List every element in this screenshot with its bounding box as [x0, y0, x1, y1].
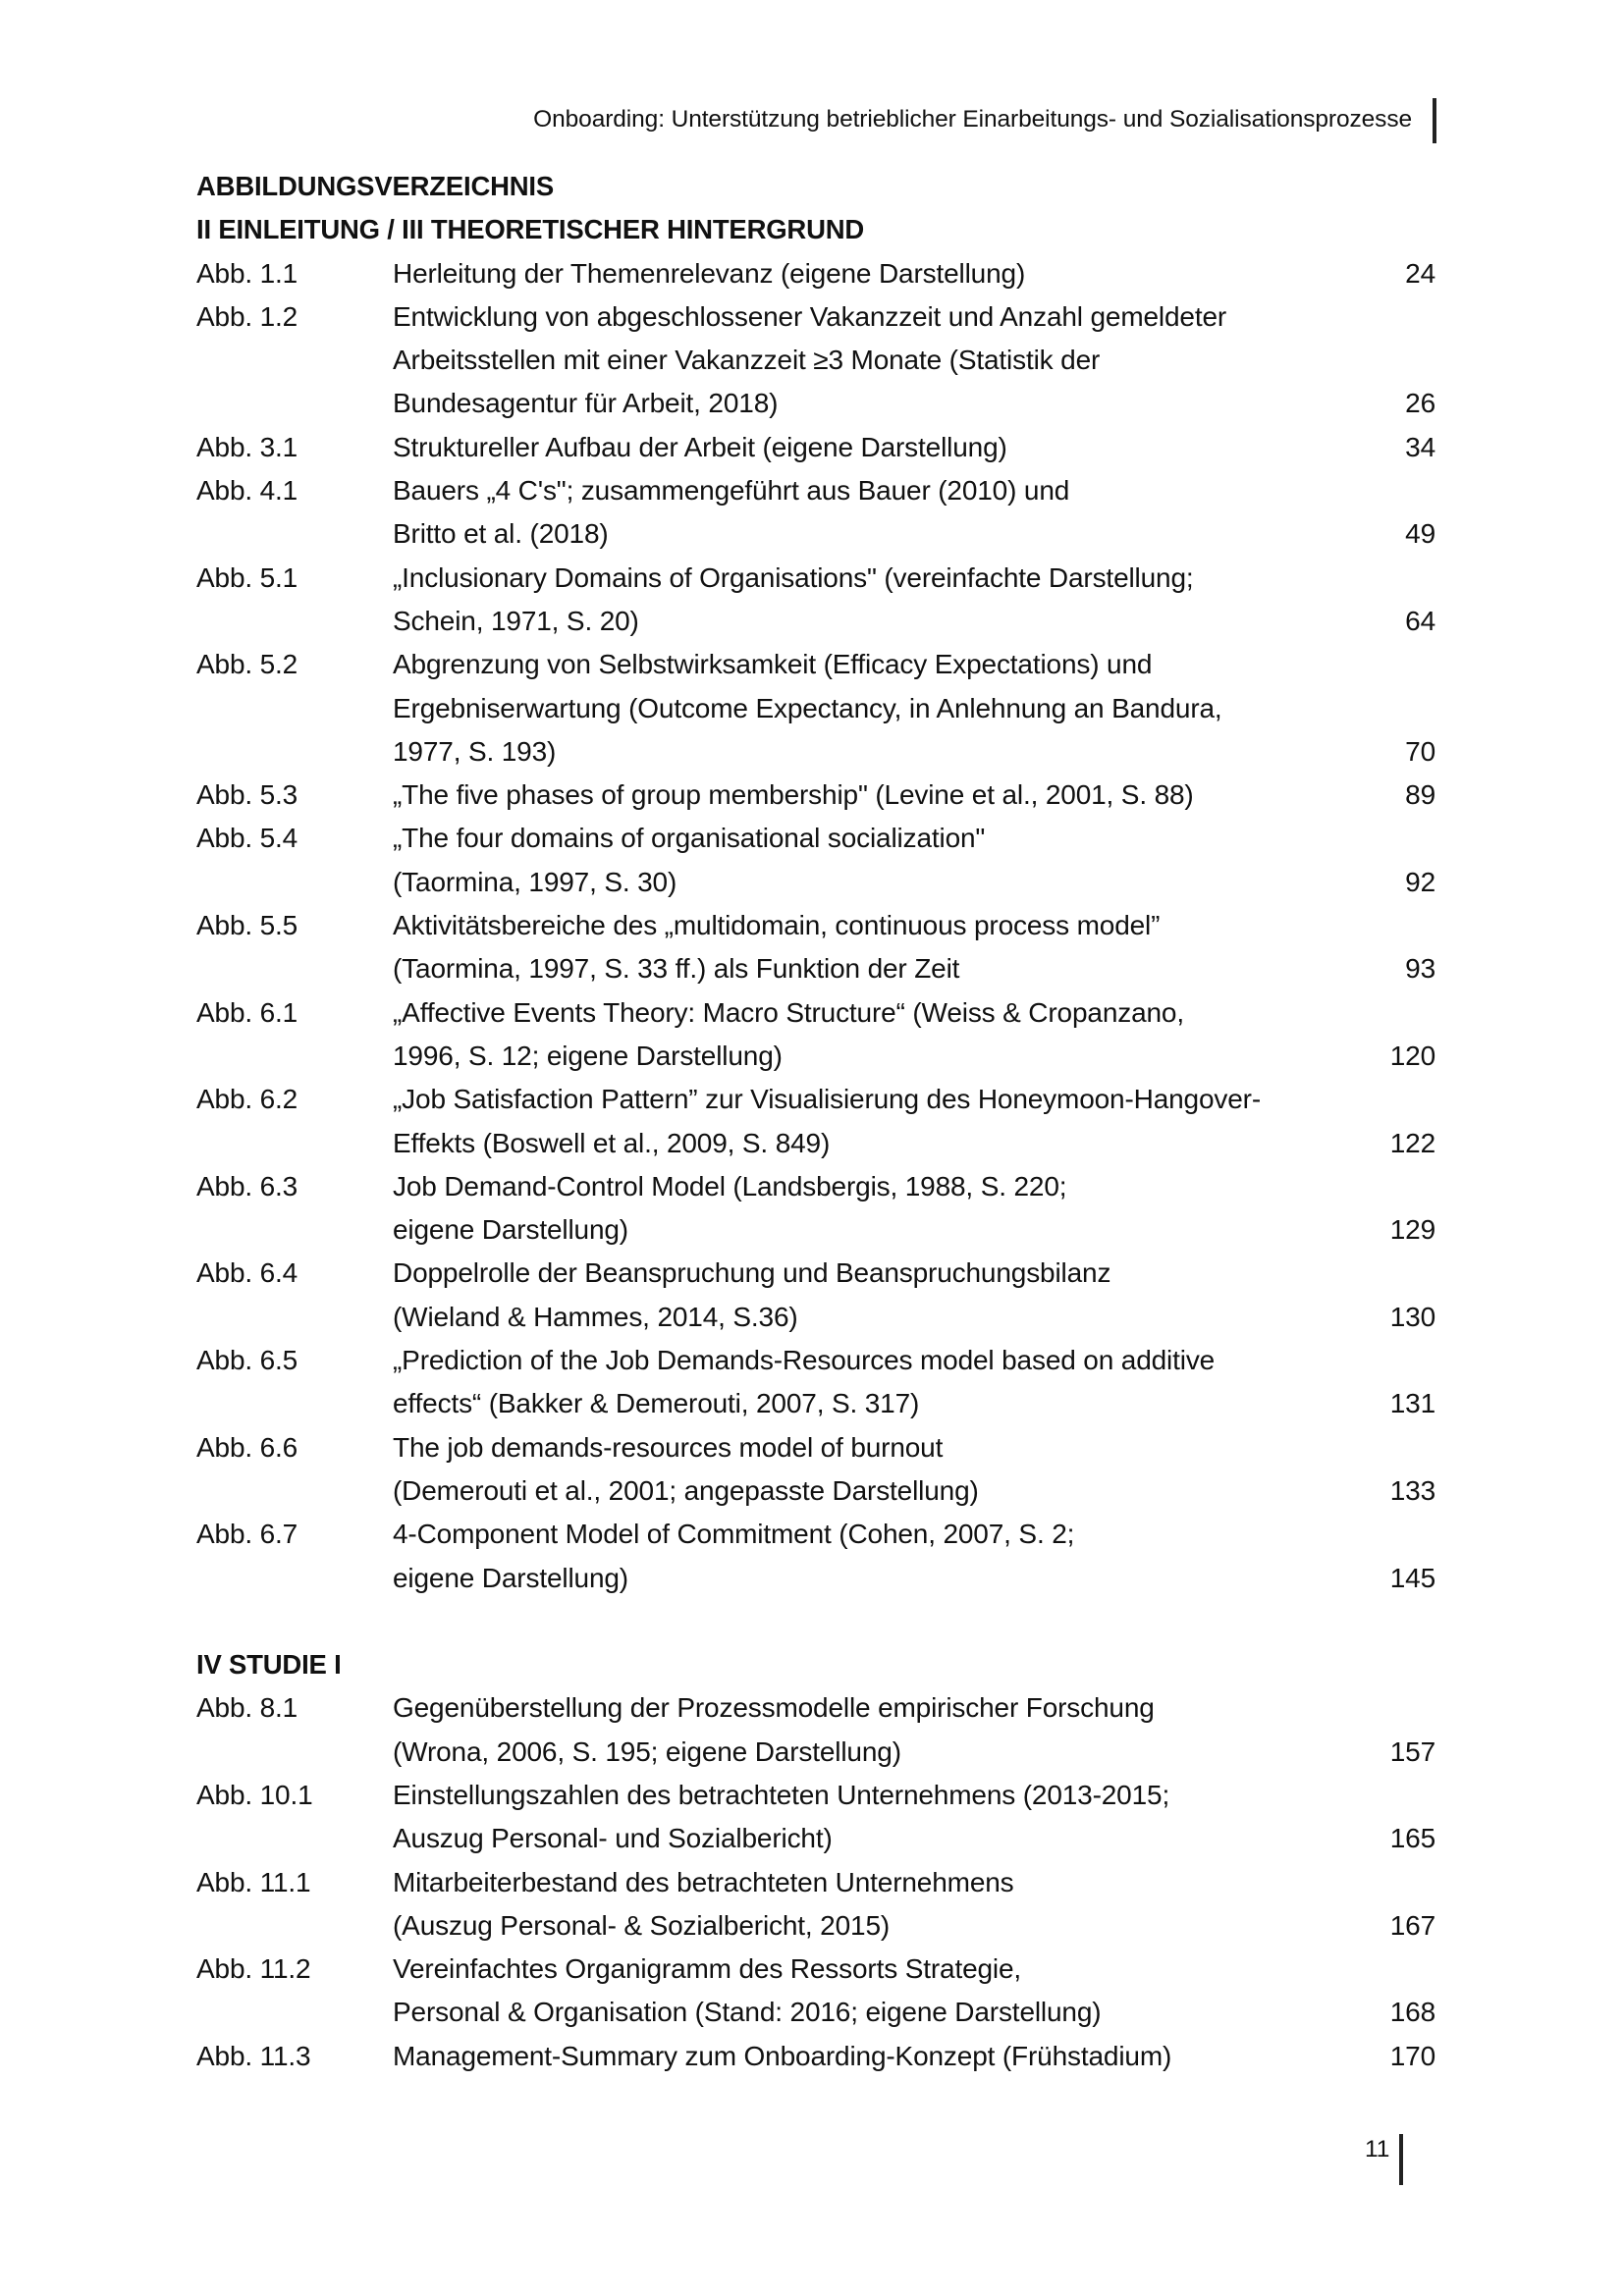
caption-text: Vereinfachtes Organigramm des Ressorts Strategie, — [393, 1953, 1022, 1985]
figure-number: Abb. 1.2 — [196, 300, 298, 332]
caption-line — [393, 1991, 1435, 2034]
caption-text: „Job Satisfaction Pattern” zur Visualisierung des Honeymoon-Hangover- — [393, 1084, 1262, 1115]
figure-page-number: 34 — [1405, 431, 1435, 462]
figure-entry — [196, 1513, 1435, 1600]
figure-page-number: 120 — [1389, 1040, 1435, 1071]
figure-number: Abb. 6.6 — [196, 1431, 298, 1463]
caption-text: Effekts (Boswell et al., 2009, S. 849) — [393, 1127, 831, 1158]
figure-page-number: 70 — [1405, 735, 1435, 767]
figure-number: Abb. 6.3 — [196, 1170, 298, 1201]
figure-entry — [196, 1686, 1435, 1774]
running-header-title: Onboarding: Unterstützung betrieblicher Einarbeitungs- und Sozialisationsprozesse — [533, 106, 1412, 133]
caption-line — [393, 252, 1435, 295]
figure-caption — [393, 1774, 1435, 1861]
figure-caption — [393, 1861, 1435, 1949]
caption-text: eigene Darstellung) — [393, 1214, 628, 1246]
figure-number: Abb. 4.1 — [196, 475, 298, 507]
figure-entry — [196, 1948, 1435, 2035]
section-spacer — [196, 1600, 1435, 1643]
caption-line — [393, 600, 1435, 643]
figure-entry — [196, 1339, 1435, 1426]
caption-text: 1996, S. 12; eigene Darstellung) — [393, 1040, 783, 1071]
figure-number: Abb. 5.1 — [196, 561, 298, 593]
figure-page-number: 26 — [1405, 388, 1435, 419]
footer-divider-bar — [1399, 2134, 1403, 2185]
caption-line — [393, 1861, 1435, 1904]
caption-text: Schein, 1971, S. 20) — [393, 605, 639, 636]
caption-line — [393, 1513, 1435, 1556]
caption-text: Struktureller Aufbau der Arbeit (eigene Darstellung) — [393, 431, 1007, 462]
caption-line — [393, 1035, 1435, 1078]
figure-caption — [393, 817, 1435, 904]
caption-line — [393, 1557, 1435, 1600]
figure-page-number: 165 — [1389, 1823, 1435, 1854]
figure-entry — [196, 1165, 1435, 1253]
figure-entry — [196, 1861, 1435, 1949]
caption-text: Britto et al. (2018) — [393, 518, 609, 550]
caption-text: Auszug Personal- und Sozialbericht) — [393, 1823, 833, 1854]
figure-number: Abb. 1.1 — [196, 257, 298, 289]
caption-line — [393, 1122, 1435, 1165]
figure-number: Abb. 3.1 — [196, 431, 298, 462]
caption-line — [393, 1426, 1435, 1469]
caption-line — [393, 2035, 1435, 2078]
figure-caption — [393, 1426, 1435, 1514]
caption-line — [393, 861, 1435, 904]
figure-entry — [196, 557, 1435, 644]
figure-number: Abb. 5.3 — [196, 779, 298, 811]
page-number: 11 — [1365, 2136, 1390, 2163]
caption-text: 1977, S. 193) — [393, 735, 557, 767]
caption-line — [393, 730, 1435, 774]
caption-text: Herleitung der Themenrelevanz (eigene Darstellung) — [393, 257, 1026, 289]
caption-text: Management-Summary zum Onboarding-Konzept (Frühstadium) — [393, 2040, 1172, 2071]
figure-entry — [196, 904, 1435, 991]
caption-line — [393, 1904, 1435, 1948]
caption-text: „Prediction of the Job Demands-Resources model based on additive — [393, 1345, 1216, 1376]
figure-caption — [393, 426, 1435, 469]
page-title: ABBILDUNGSVERZEICHNIS — [196, 171, 555, 201]
figure-number: Abb. 10.1 — [196, 1779, 313, 1810]
section-heading: II EINLEITUNG / III THEORETISCHER HINTERGRUND — [196, 214, 865, 245]
figure-entry — [196, 817, 1435, 904]
caption-line — [393, 1469, 1435, 1513]
caption-text: (Demerouti et al., 2001; angepasste Darstellung) — [393, 1474, 979, 1506]
figure-number: Abb. 11.1 — [196, 1866, 311, 1897]
figure-page-number: 170 — [1389, 2040, 1435, 2071]
figure-entry — [196, 1078, 1435, 1165]
caption-text: „The four domains of organisational socialization" — [393, 823, 986, 854]
figure-caption — [393, 1513, 1435, 1600]
figure-entry — [196, 1774, 1435, 1861]
figure-entry — [196, 2035, 1435, 2078]
caption-line — [393, 643, 1435, 686]
figure-number: Abb. 5.2 — [196, 649, 298, 680]
figure-caption — [393, 295, 1435, 426]
caption-text: Mitarbeiterbestand des betrachteten Unternehmens — [393, 1866, 1014, 1897]
caption-text: Abgrenzung von Selbstwirksamkeit (Efficacy Expectations) und — [393, 649, 1153, 680]
figure-caption — [393, 774, 1435, 817]
caption-line — [393, 1339, 1435, 1382]
figure-caption — [393, 557, 1435, 644]
caption-text: Job Demand-Control Model (Landsbergis, 1988, S. 220; — [393, 1170, 1067, 1201]
figure-page-number: 129 — [1389, 1214, 1435, 1246]
caption-line — [393, 295, 1435, 339]
caption-line — [393, 1165, 1435, 1208]
caption-line — [393, 947, 1435, 990]
caption-line — [393, 1686, 1435, 1730]
figure-page-number: 131 — [1389, 1388, 1435, 1419]
figure-caption — [393, 1078, 1435, 1165]
figure-caption — [393, 1948, 1435, 2035]
figure-caption — [393, 469, 1435, 557]
caption-line — [393, 1731, 1435, 1774]
section-heading: IV STUDIE I — [196, 1649, 342, 1681]
figure-page-number: 157 — [1389, 1735, 1435, 1767]
figure-page-number: 64 — [1405, 605, 1435, 636]
caption-text: Ergebniserwartung (Outcome Expectancy, in Anlehnung an Bandura, — [393, 692, 1222, 723]
figure-page-number: 92 — [1405, 866, 1435, 897]
figure-page-number: 145 — [1389, 1562, 1435, 1593]
caption-text: (Auszug Personal- & Sozialbericht, 2015) — [393, 1909, 891, 1941]
caption-text: Arbeitsstellen mit einer Vakanzzeit ≥3 Monate (Statistik der — [393, 345, 1101, 376]
caption-text: Einstellungszahlen des betrachteten Unternehmens (2013-2015; — [393, 1779, 1170, 1810]
figure-number: Abb. 8.1 — [196, 1692, 298, 1724]
caption-line — [393, 426, 1435, 469]
figure-page-number: 93 — [1405, 953, 1435, 985]
figure-number: Abb. 6.4 — [196, 1257, 298, 1289]
figure-entry — [196, 991, 1435, 1079]
figure-page-number: 24 — [1405, 257, 1435, 289]
caption-text: Gegenüberstellung der Prozessmodelle empirischer Forschung — [393, 1692, 1155, 1724]
figure-caption — [393, 2035, 1435, 2078]
caption-text: eigene Darstellung) — [393, 1562, 628, 1593]
figure-page-number: 133 — [1389, 1474, 1435, 1506]
caption-text: „The five phases of group membership" (Levine et al., 2001, S. 88) — [393, 779, 1194, 811]
figure-number: Abb. 5.5 — [196, 910, 298, 941]
caption-text: Doppelrolle der Beanspruchung und Beanspruchungsbilanz — [393, 1257, 1111, 1289]
header-divider-bar — [1433, 98, 1436, 143]
figure-number: Abb. 6.7 — [196, 1519, 298, 1550]
figure-entry — [196, 1426, 1435, 1514]
figure-page-number: 122 — [1389, 1127, 1435, 1158]
figure-number: Abb. 6.2 — [196, 1084, 298, 1115]
caption-line — [393, 1208, 1435, 1252]
caption-text: „Affective Events Theory: Macro Structure“ (Weiss & Cropanzano, — [393, 996, 1184, 1028]
figure-entry — [196, 295, 1435, 426]
figure-number: Abb. 11.2 — [196, 1953, 311, 1985]
figure-caption — [393, 904, 1435, 991]
figure-number: Abb. 11.3 — [196, 2040, 311, 2071]
figure-number: Abb. 5.4 — [196, 823, 298, 854]
figure-page-number: 167 — [1389, 1909, 1435, 1941]
figure-entry — [196, 252, 1435, 295]
caption-text: Entwicklung von abgeschlossener Vakanzzeit und Anzahl gemeldeter — [393, 300, 1227, 332]
caption-text: effects“ (Bakker & Demerouti, 2007, S. 317) — [393, 1388, 920, 1419]
caption-line — [393, 1382, 1435, 1425]
caption-line — [393, 557, 1435, 600]
caption-line — [393, 1774, 1435, 1817]
caption-line — [393, 382, 1435, 425]
caption-text: The job demands-resources model of burnout — [393, 1431, 944, 1463]
figure-caption — [393, 252, 1435, 295]
figure-caption — [393, 1339, 1435, 1426]
figure-entry — [196, 1252, 1435, 1339]
caption-line — [393, 469, 1435, 512]
caption-text: Personal & Organisation (Stand: 2016; eigene Darstellung) — [393, 1997, 1102, 2028]
caption-text: (Taormina, 1997, S. 30) — [393, 866, 677, 897]
caption-line — [393, 1817, 1435, 1860]
figure-number: Abb. 6.1 — [196, 996, 298, 1028]
figure-page-number: 130 — [1389, 1301, 1435, 1332]
caption-line — [393, 1252, 1435, 1295]
caption-line — [393, 1078, 1435, 1121]
caption-line — [393, 774, 1435, 817]
caption-line — [393, 817, 1435, 860]
figure-entry — [196, 774, 1435, 817]
figure-page-number: 168 — [1389, 1997, 1435, 2028]
figure-caption — [393, 991, 1435, 1079]
figure-caption — [393, 643, 1435, 774]
figure-entry — [196, 643, 1435, 774]
caption-line — [393, 904, 1435, 947]
figure-page-number: 49 — [1405, 518, 1435, 550]
caption-text: 4-Component Model of Commitment (Cohen, 2007, S. 2; — [393, 1519, 1075, 1550]
caption-line — [393, 687, 1435, 730]
caption-line — [393, 339, 1435, 382]
figure-number: Abb. 6.5 — [196, 1345, 298, 1376]
caption-line — [393, 1948, 1435, 1991]
caption-text: Bauers „4 C's"; zusammengeführt aus Bauer (2010) und — [393, 475, 1070, 507]
caption-line — [393, 512, 1435, 556]
figure-caption — [393, 1252, 1435, 1339]
list-of-figures — [196, 165, 1435, 2078]
figure-page-number: 89 — [1405, 779, 1435, 811]
caption-text: Bundesagentur für Arbeit, 2018) — [393, 388, 779, 419]
caption-text: (Taormina, 1997, S. 33 ff.) als Funktion der Zeit — [393, 953, 960, 985]
caption-line — [393, 1296, 1435, 1339]
caption-text: „Inclusionary Domains of Organisations" (vereinfachte Darstellung; — [393, 561, 1194, 593]
figure-entry — [196, 426, 1435, 469]
caption-text: (Wieland & Hammes, 2014, S.36) — [393, 1301, 798, 1332]
caption-line — [393, 991, 1435, 1035]
figure-entry — [196, 469, 1435, 557]
figure-caption — [393, 1165, 1435, 1253]
caption-text: (Wrona, 2006, S. 195; eigene Darstellung) — [393, 1735, 901, 1767]
caption-text: Aktivitätsbereiche des „multidomain, continuous process model” — [393, 910, 1161, 941]
figure-caption — [393, 1686, 1435, 1774]
figure-sections — [196, 208, 1435, 2078]
